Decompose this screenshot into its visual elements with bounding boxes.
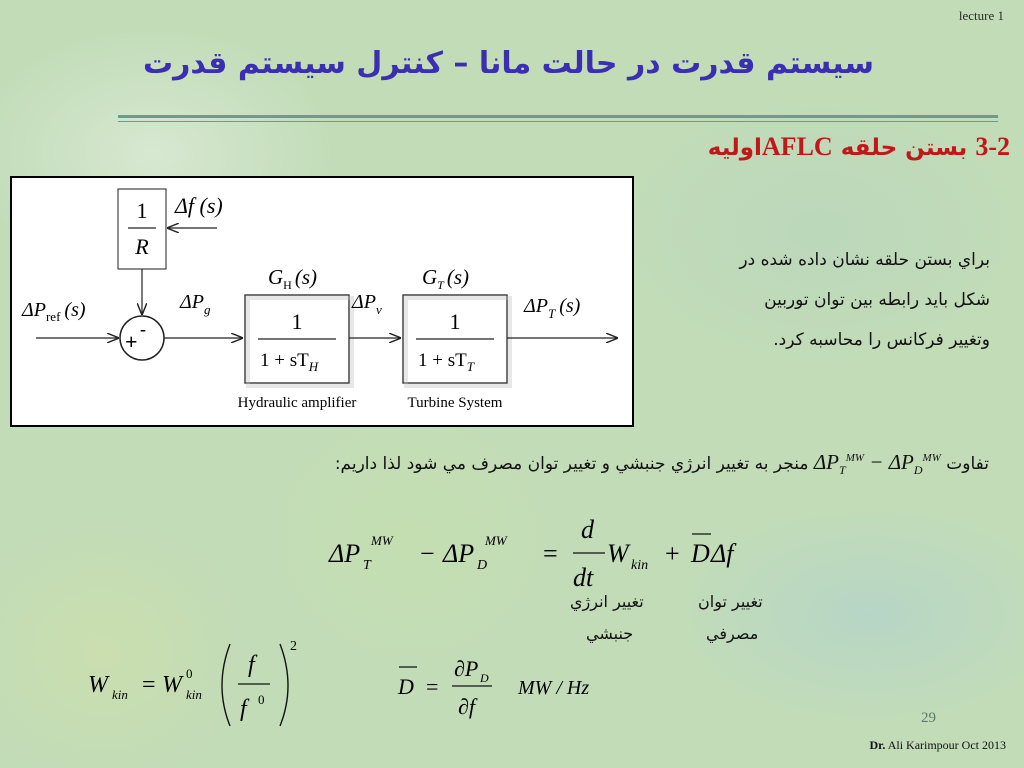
turbine-caption: Turbine System <box>407 395 503 411</box>
units-label: MW / Hz <box>518 677 590 699</box>
author-title: Dr. <box>869 738 886 752</box>
difference-sentence <box>335 450 989 478</box>
svg-text:ΔP: ΔP <box>443 539 475 568</box>
block2-denominator: $1 + sT_T$ <box>418 350 474 374</box>
paragraph-line: شكل بايد رابطه بين توان توربين <box>764 290 990 310</box>
svg-text:f: f <box>240 696 247 722</box>
svg-text:Δf: Δf <box>711 539 734 568</box>
svg-text:W: W <box>162 672 182 698</box>
label-kinetic-2: جنبشي <box>586 624 634 643</box>
difference-expression: $\Delta P_T^{MW} - \Delta P_D^{MW}$ <box>813 450 941 478</box>
pg-label: $\Delta P_g$ <box>180 291 211 317</box>
svg-text:=: = <box>543 539 558 568</box>
difference-suffix: منجر به تغيير انرژي جنبشي و تغيير توان مصرف مي شود لذا داريم: <box>334 454 809 474</box>
page-number: 29 <box>921 710 936 726</box>
svg-text:−: − <box>420 539 435 568</box>
svg-text:2: 2 <box>290 639 297 654</box>
svg-text:D: D <box>398 674 414 699</box>
hydraulic-caption: Hydraulic amplifier <box>237 395 357 411</box>
block-diagram <box>10 176 634 427</box>
block2-numerator: 1 <box>449 309 461 334</box>
section-title-before: بستن حلقه <box>840 135 968 161</box>
svg-text:W: W <box>88 672 108 698</box>
gt-label: $G_T$ (s) <box>422 265 470 292</box>
block-diagram-svg <box>12 178 632 425</box>
svg-text:MW: MW <box>371 533 393 548</box>
svg-text:kin: kin <box>112 687 128 702</box>
slide-title: سيستم قدرت در حالت مانا – كنترل سيستم قدرت <box>142 46 874 81</box>
label-kinetic-1: تغيير انرژي <box>570 592 644 611</box>
label-load-2: مصرفي <box>706 624 759 643</box>
gh-label: $G_H$ (s) <box>268 265 318 292</box>
section-number: 3-2 <box>975 132 1010 161</box>
svg-text:∂f: ∂f <box>458 694 475 719</box>
droop-numerator: 1 <box>136 198 148 223</box>
svg-text:∂P: ∂P <box>454 656 479 681</box>
svg-text:+: + <box>665 539 680 568</box>
droop-denominator: R <box>135 234 149 259</box>
pv-label: $\Delta P_v$ <box>352 291 382 317</box>
feedback-label: Δf (s) <box>175 193 223 218</box>
svg-text:kin: kin <box>631 558 649 573</box>
svg-text:kin: kin <box>186 687 202 702</box>
kinetic-energy-equation <box>82 632 322 732</box>
svg-text:ΔP: ΔP <box>329 539 361 568</box>
svg-text:d: d <box>581 515 594 544</box>
svg-text:f: f <box>248 652 255 678</box>
output-label: $\Delta P_T$ (s) <box>524 295 581 321</box>
sum-minus: - <box>140 319 146 339</box>
svg-text:D: D <box>480 671 489 685</box>
svg-text:D: D <box>691 539 710 568</box>
svg-text:0: 0 <box>258 692 265 707</box>
svg-text:=: = <box>142 672 156 698</box>
section-heading <box>708 132 1010 162</box>
svg-text:=: = <box>426 674 439 699</box>
svg-text:0: 0 <box>186 666 193 681</box>
label-load-1: تغيير توان <box>698 592 763 611</box>
block1-numerator: 1 <box>291 309 303 334</box>
damping-equation <box>392 650 632 726</box>
input-label: $\Delta P_{ref}$ (s) <box>22 299 86 324</box>
section-title-latin: AFLC <box>761 132 833 161</box>
block1-denominator: $1 + sT_H$ <box>260 350 319 374</box>
sum-plus: + <box>125 329 138 354</box>
svg-text:MW: MW <box>485 533 507 548</box>
paragraph-line: وتغيير فركانس را محاسبه كرد. <box>773 330 990 350</box>
power-balance-equation <box>325 508 765 596</box>
title-divider-thin <box>118 121 998 122</box>
lecture-label: lecture 1 <box>958 8 1004 23</box>
explanation-paragraph <box>650 240 990 360</box>
paragraph-line: براي بستن حلقه نشان داده شده در <box>739 250 990 270</box>
footer-credit <box>869 738 1006 753</box>
title-divider <box>118 115 998 118</box>
section-title-after: اوليه <box>707 135 762 161</box>
svg-text:dt: dt <box>573 563 594 592</box>
author-name: Ali Karimpour Oct 2013 <box>887 738 1006 752</box>
svg-text:D: D <box>477 558 488 573</box>
difference-prefix: تفاوت <box>946 454 989 474</box>
svg-text:T: T <box>363 558 371 573</box>
svg-text:W: W <box>607 539 629 568</box>
